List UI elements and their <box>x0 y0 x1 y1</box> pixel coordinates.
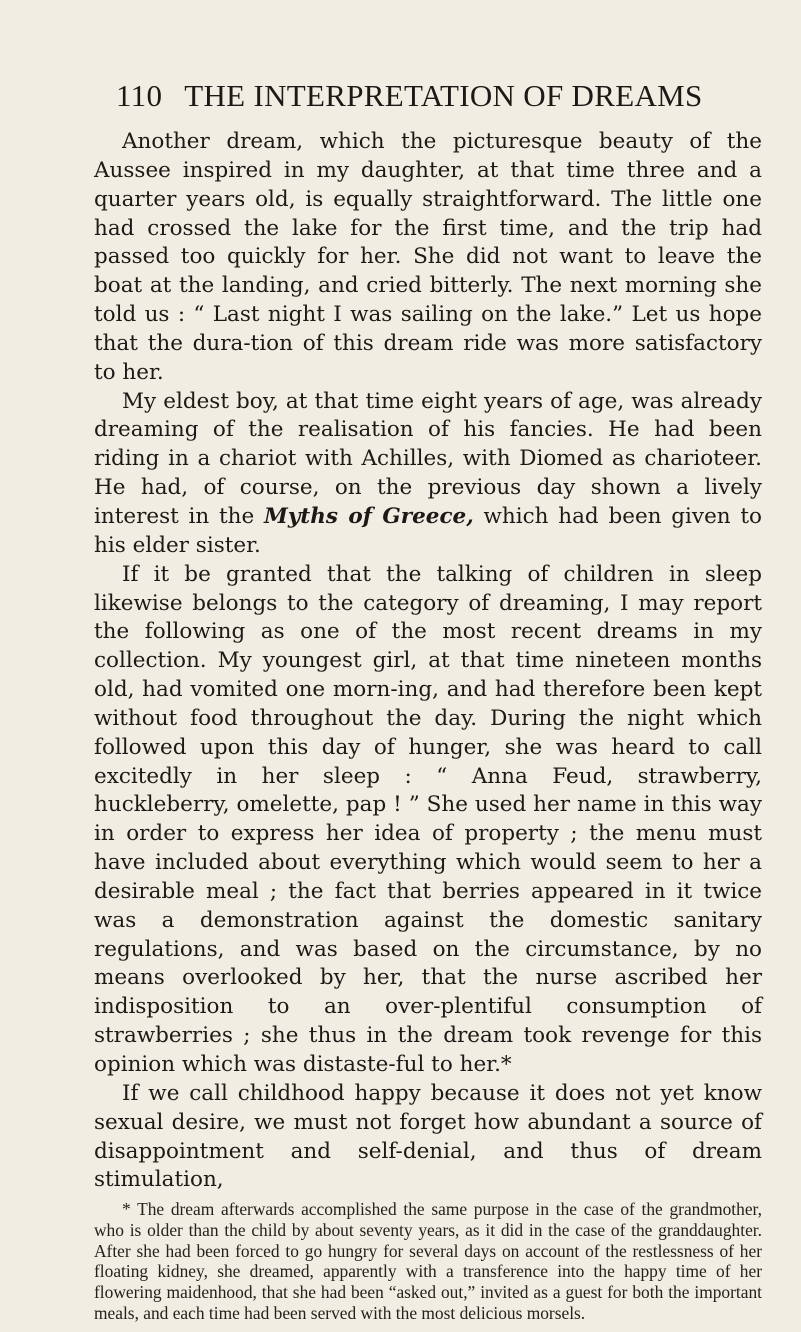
page-number: 110 <box>116 78 163 113</box>
running-header <box>116 78 762 114</box>
footnote: * The dream afterwards accomplished the same purpose in the case of the grandmother, who is older than the child by about seventy years, as it did in the case of the granddaughter. After she had been forced to go hungry for several days on account of the restlessness of her floating kidney, she dreamed, apparently with a transference into the happy time of her flowering maidenhood, that she had been “asked out,” invited as a guest for both the important meals, and each time had been served with the most delicious morsels. <box>94 1199 762 1323</box>
paragraph-chariot-dream <box>94 388 762 561</box>
paragraph-strawberry-dream: If it be granted that the talking of children in sleep likewise belongs to the category of dreaming, I may report the following as one of the most recent dreams in my collection. My youngest girl, at that time nineteen months old, had vomited one morn-ing, and had therefore been kept without food throughout the day. During the night which followed upon this day of hunger, she was heard to call excitedly in her sleep : “ Anna Feud, strawberry, huckleberry, omelette, pap ! ” She used her name in this way in order to express her idea of property ; the menu must have included about everything which would seem to her a desirable meal ; the fact that berries appeared in it twice was a demonstration against the domestic sanitary regulations, and was based on the circumstance, by no means overlooked by her, that the nurse ascribed her indisposition to an over-plentiful consumption of strawberries ; she thus in the dream took revenge for this opinion which was distaste-ful to her.* <box>94 561 762 1077</box>
paragraph-childhood: If we call childhood happy because it does not yet know sexual desire, we must not forget how abundant a source of disappointment and self-denial, and thus of dream stimulation, <box>94 1080 762 1193</box>
paragraph-aussee-dream: Another dream, which the picturesque beauty of the Aussee inspired in my daughter, at that time three and a quarter years old, is equally straightforward. The little one had crossed the lake for the first time, and the trip had passed too quickly for her. She did not want to leave the boat at the landing, and cried bitterly. The next morning she told us : “ Last night I was sailing on the lake.” Let us hope that the dura-tion of this dream ride was more satisfactory to her. <box>94 129 762 385</box>
body-text <box>94 128 762 1195</box>
paragraph-text: My eldest boy, at that time eight years of age, was already dreaming of the realisation of his fancies. He had been riding in a chariot with Achilles, with Diomed as charioteer. He had, of course, on the previous day shown a lively interest in the <box>94 388 762 529</box>
book-title: Myths of Greece, <box>264 503 474 529</box>
paragraph-text: which had been given to his elder sister. <box>94 503 762 558</box>
running-title: THE INTERPRETATION OF DREAMS <box>184 78 703 113</box>
page-content <box>94 78 762 1323</box>
